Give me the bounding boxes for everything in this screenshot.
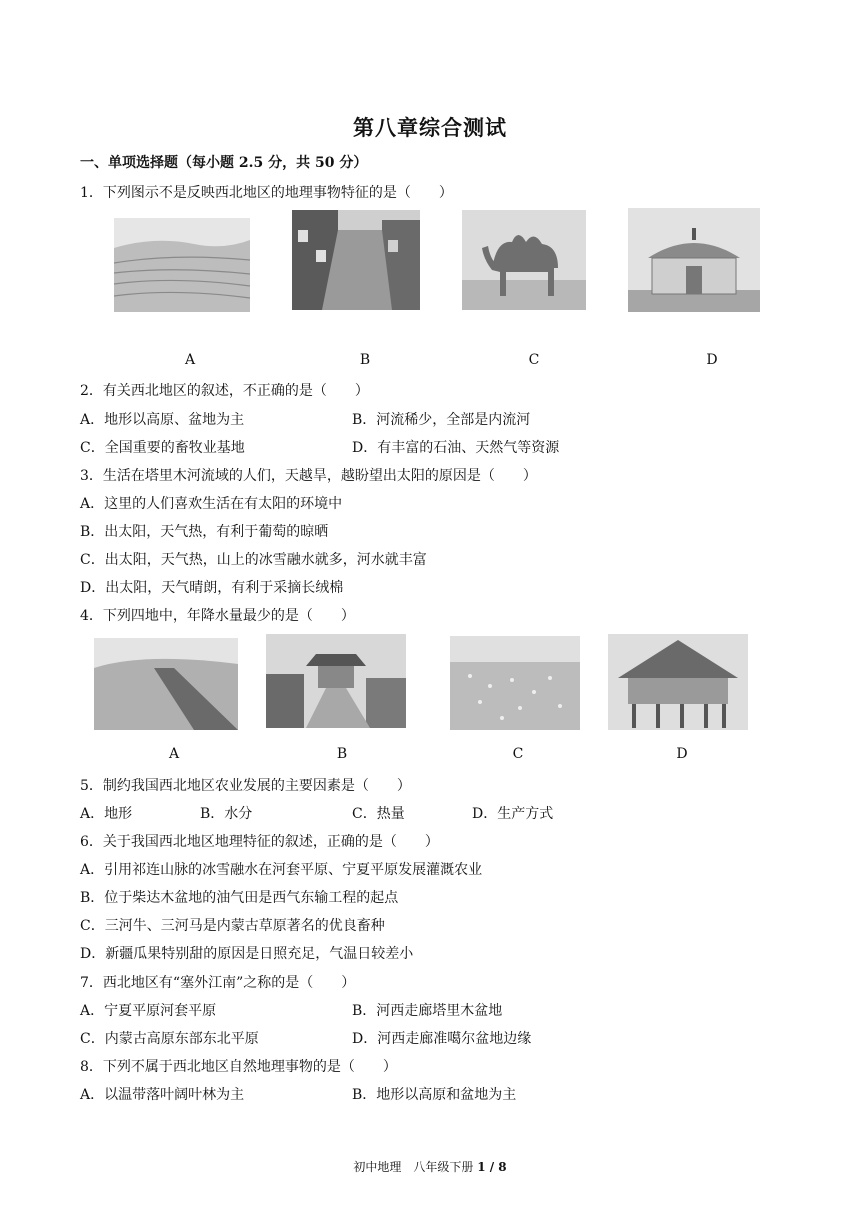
q5-option-a: A．地形: [80, 806, 133, 822]
water-town-photo-icon: [292, 210, 420, 310]
q6-option-c: C．三河牛、三河马是内蒙古草原著名的优良畜种: [80, 918, 385, 934]
page-footer: [0, 1158, 860, 1175]
q1-label-c: C: [528, 352, 540, 368]
q4-label-a: A: [168, 746, 180, 762]
desert-dunes-photo-icon: [114, 218, 250, 312]
page-number: 1 / 8: [477, 1160, 507, 1174]
question-3-stem: 3．生活在塔里木河流域的人们，天越旱，越盼望出太阳的原因是（ ）: [80, 468, 537, 484]
q3-option-b: B．出太阳，天气热，有利于葡萄的晾晒: [80, 524, 329, 540]
q4-label-c: C: [512, 746, 524, 762]
temple-street-photo-icon: [266, 634, 406, 728]
q1-label-a: A: [184, 352, 196, 368]
footer-text: 初中地理 八年级下册: [353, 1160, 474, 1174]
q6-option-b: B．位于柴达木盆地的油气田是西气东输工程的起点: [80, 890, 399, 906]
q5-option-b: B．水分: [200, 806, 253, 822]
question-1-stem: 1．下列图示不是反映西北地区的地理事物特征的是（ ）: [80, 185, 453, 201]
question-6-stem: 6．关于我国西北地区地理特征的叙述，正确的是（ ）: [80, 834, 439, 850]
q2-option-c: C．全国重要的畜牧业基地: [80, 440, 245, 456]
q2-option-b: B．河流稀少，全部是内流河: [352, 412, 531, 428]
section-heading: 一、单项选择题（每小题 2.5 分，共 50 分）: [80, 155, 368, 171]
q6-option-a: A．引用祁连山脉的冰雪融水在河套平原、宁夏平原发展灌溉农业: [80, 862, 483, 878]
camel-photo-icon: [462, 210, 586, 310]
stilt-house-photo-icon: [608, 634, 748, 730]
q2-option-d: D．有丰富的石油、天然气等资源: [352, 440, 560, 456]
q7-option-c: C．内蒙古高原东部东北平原: [80, 1031, 259, 1047]
q8-option-b: B．地形以高原和盆地为主: [352, 1087, 517, 1103]
question-8-stem: 8．下列不属于西北地区自然地理事物的是（ ）: [80, 1059, 397, 1075]
question-5-stem: 5．制约我国西北地区农业发展的主要因素是（ ）: [80, 778, 411, 794]
question-4-stem: 4．下列四地中，年降水量最少的是（ ）: [80, 608, 355, 624]
q3-option-a: A．这里的人们喜欢生活在有太阳的环境中: [80, 496, 343, 512]
q2-option-a: A．地形以高原、盆地为主: [80, 412, 245, 428]
q1-label-b: B: [359, 352, 371, 368]
q1-label-d: D: [706, 352, 718, 368]
q4-label-d: D: [676, 746, 688, 762]
q7-option-b: B．河西走廊塔里木盆地: [352, 1003, 503, 1019]
q5-option-d: D．生产方式: [472, 806, 554, 822]
q7-option-a: A．宁夏平原河套平原: [80, 1003, 217, 1019]
question-2-stem: 2．有关西北地区的叙述，不正确的是（ ）: [80, 383, 369, 399]
q3-option-d: D．出太阳，天气晴朗，有利于采摘长绒棉: [80, 580, 344, 596]
q8-option-a: A．以温带落叶阔叶林为主: [80, 1087, 245, 1103]
yurt-photo-icon: [628, 208, 760, 312]
q5-option-c: C．热量: [352, 806, 405, 822]
grassland-sheep-photo-icon: [450, 636, 580, 730]
q3-option-c: C．出太阳，天气热，山上的冰雪融水就多，河水就丰富: [80, 552, 427, 568]
question-7-stem: 7．西北地区有“塞外江南”之称的是（ ）: [80, 975, 356, 991]
page-title: 第八章综合测试: [353, 115, 507, 140]
q7-option-d: D．河西走廊准噶尔盆地边缘: [352, 1031, 532, 1047]
q6-option-d: D．新疆瓜果特别甜的原因是日照充足，气温日较差小: [80, 946, 414, 962]
desert-road-photo-icon: [94, 638, 238, 730]
q4-label-b: B: [336, 746, 348, 762]
